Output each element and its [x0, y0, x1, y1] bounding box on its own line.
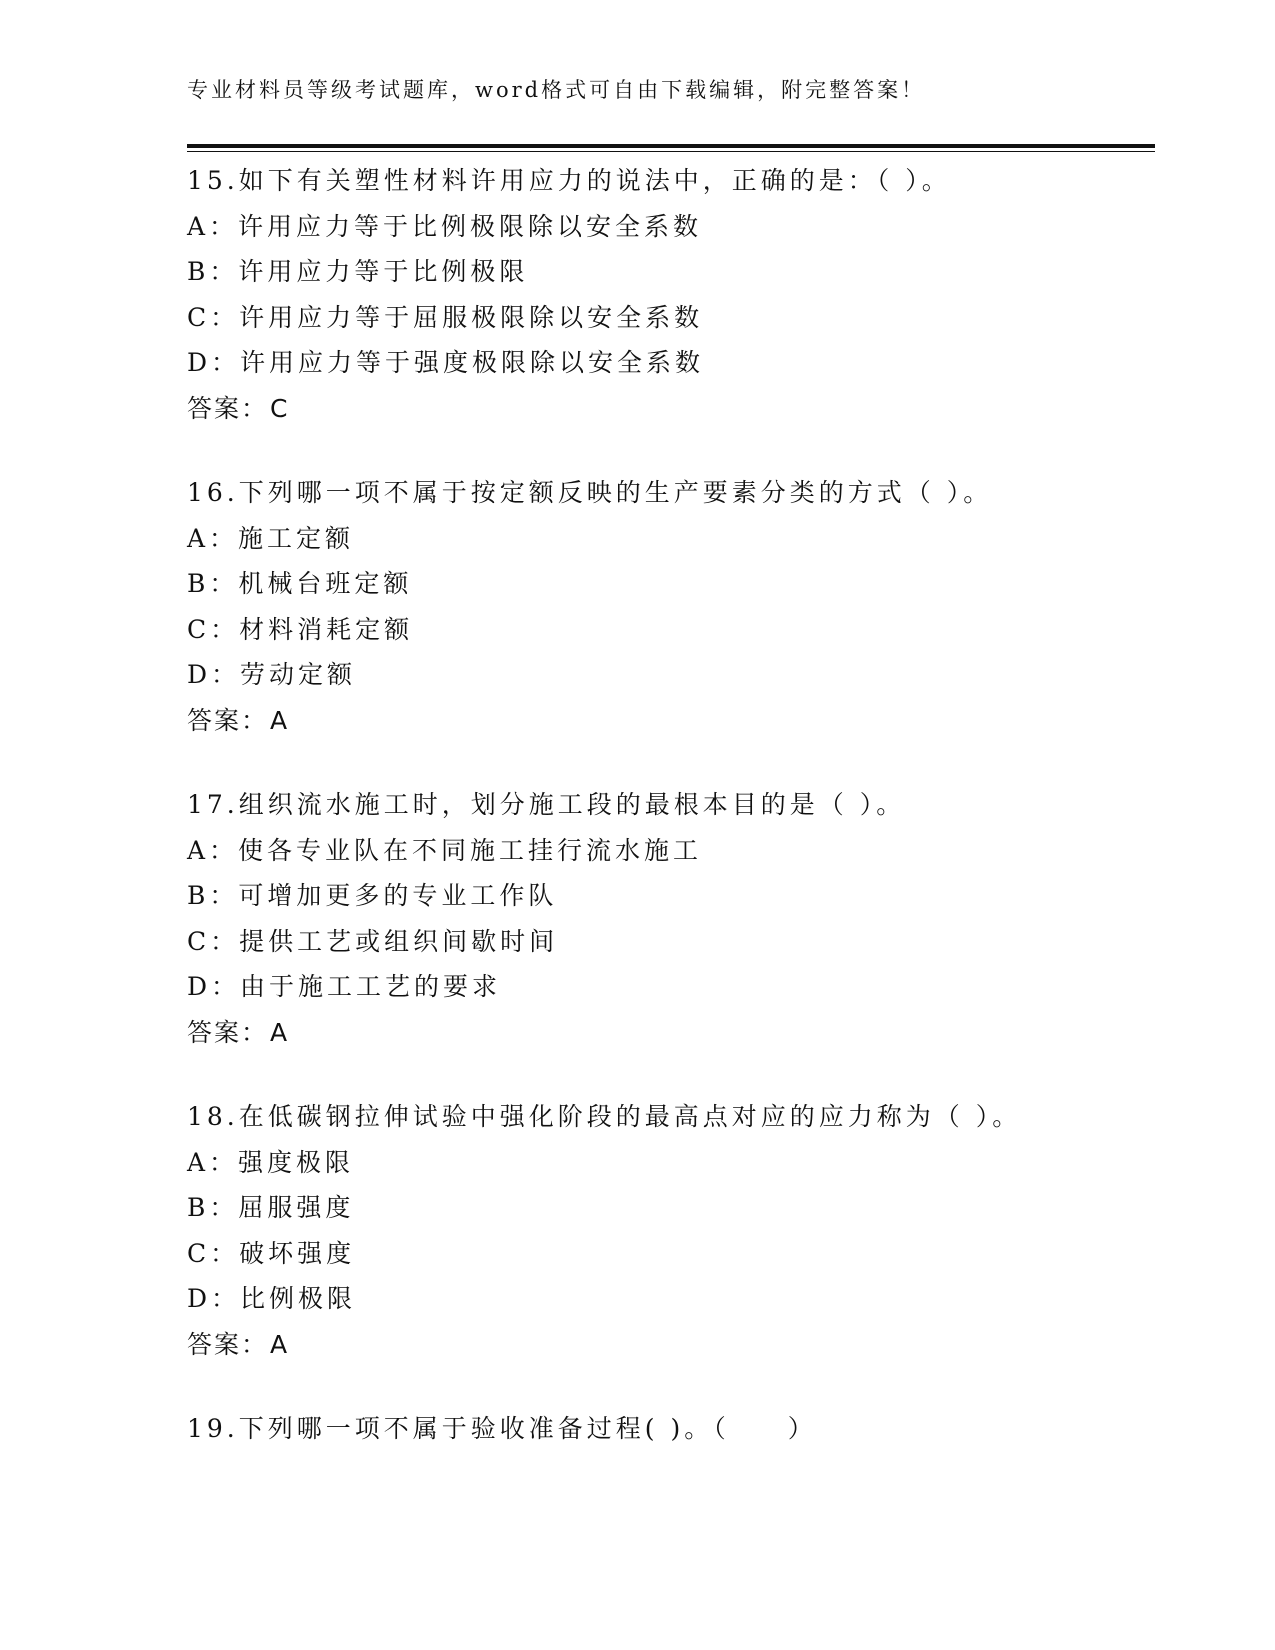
option-d: D：许用应力等于强度极限除以安全系数: [187, 348, 705, 377]
question-19: [187, 1406, 1147, 1452]
answer-line: [187, 1322, 1147, 1368]
question-18: [187, 1094, 1147, 1367]
question-list: [187, 158, 1147, 1491]
option-a: A：施工定额: [187, 523, 355, 553]
question-stem: 18.在低碳钢拉伸试验中强化阶段的最高点对应的应力称为（ ）。: [187, 1102, 1022, 1131]
option-b: B：可增加更多的专业工作队: [187, 881, 558, 910]
question-stem: 17.组织流水施工时，划分施工段的最根本目的是（ ）。: [187, 790, 906, 819]
option-c: C：许用应力等于屈服极限除以安全系数: [187, 302, 704, 332]
answer-label: 答案：: [187, 393, 269, 423]
answer-value: C: [270, 393, 290, 423]
answer-line: [187, 698, 1147, 744]
option-a: A：使各专业队在不同施工挂行流水施工: [187, 835, 703, 865]
option-c: C：材料消耗定额: [187, 614, 414, 644]
option-a: A：强度极限: [187, 1147, 355, 1177]
option-a: A：许用应力等于比例极限除以安全系数: [187, 211, 703, 241]
answer-value: A: [270, 1329, 290, 1359]
document-header: 专业材料员等级考试题库，word格式可自由下载编辑，附完整答案！: [187, 78, 926, 102]
answer-line: [187, 386, 1147, 432]
question-15: [187, 158, 1147, 431]
answer-label: 答案：: [187, 1329, 269, 1359]
option-b: B：机械台班定额: [187, 569, 413, 598]
question-stem: 15.如下有关塑性材料许用应力的说法中，正确的是：（ ）。: [187, 166, 951, 195]
option-c: C：提供工艺或组织间歇时间: [187, 926, 559, 956]
answer-line: [187, 1010, 1147, 1056]
answer-value: A: [270, 1017, 290, 1047]
question-17: [187, 782, 1147, 1055]
option-c: C：破坏强度: [187, 1238, 356, 1268]
option-d: D：劳动定额: [187, 660, 357, 689]
option-b: B：许用应力等于比例极限: [187, 257, 529, 286]
question-stem: 16.下列哪一项不属于按定额反映的生产要素分类的方式（ ）。: [187, 478, 993, 507]
option-d: D：由于施工工艺的要求: [187, 972, 502, 1001]
question-stem: 19.下列哪一项不属于验收准备过程( )。（ ）: [187, 1414, 817, 1443]
answer-label: 答案：: [187, 705, 269, 735]
header-divider-thin: [187, 151, 1155, 152]
header-divider-thick: [187, 144, 1155, 148]
answer-value: A: [270, 705, 290, 735]
question-16: [187, 470, 1147, 743]
option-b: B：屈服强度: [187, 1193, 355, 1222]
answer-label: 答案：: [187, 1017, 269, 1047]
option-d: D：比例极限: [187, 1284, 357, 1313]
